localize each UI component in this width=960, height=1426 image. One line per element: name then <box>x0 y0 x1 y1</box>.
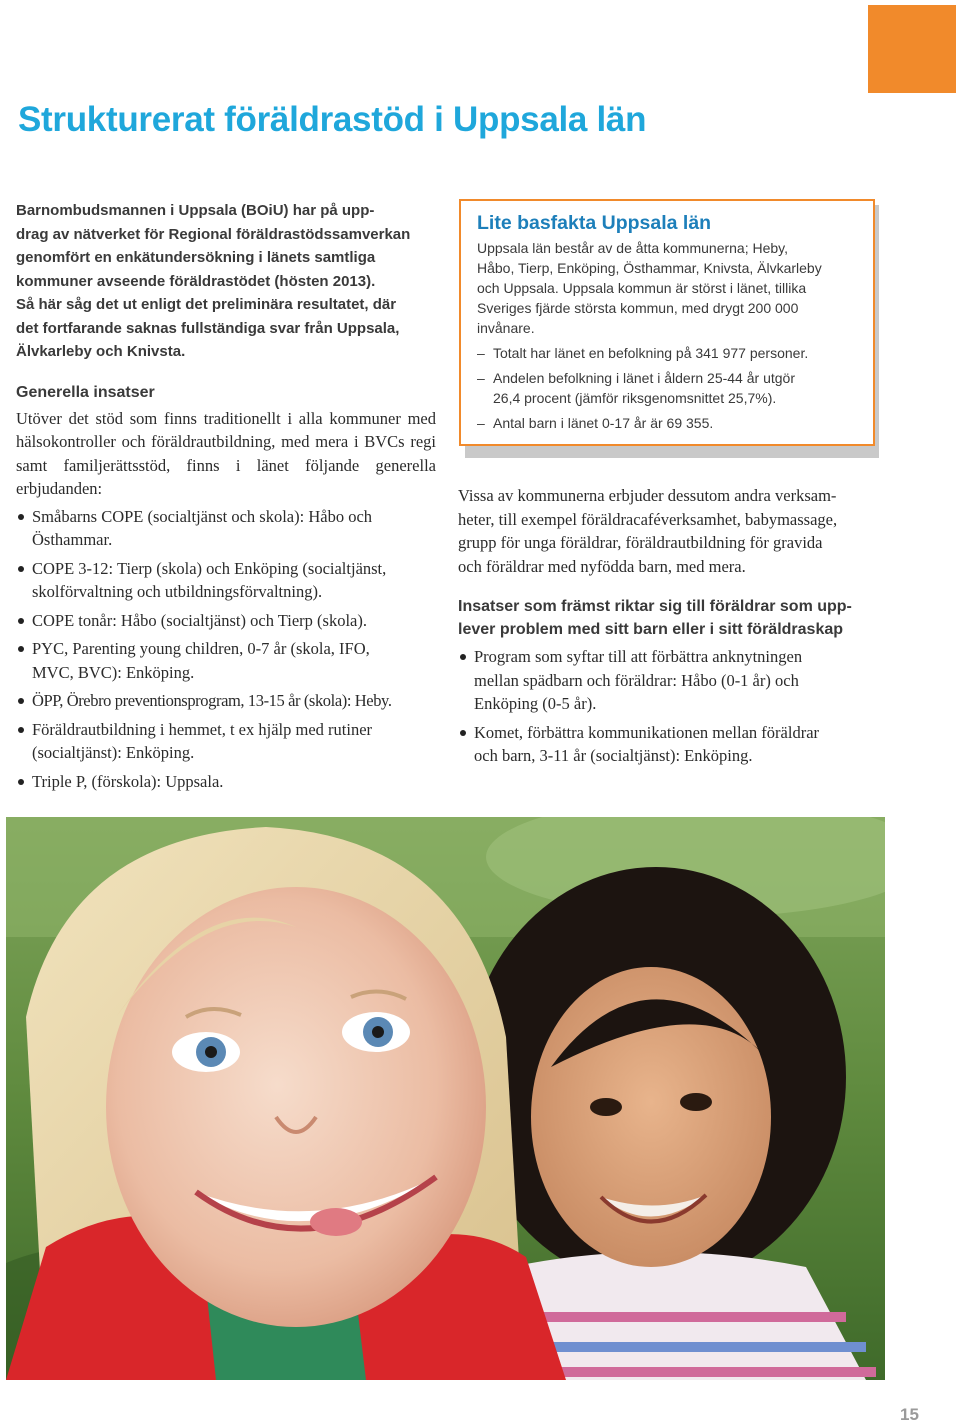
fact-item: – Antal barn i länet 0-17 år är 69 355. <box>477 413 857 433</box>
generella-insatser-list <box>16 505 436 794</box>
fact-box <box>459 199 875 454</box>
intro-line: Barnombudsmannen i Uppsala (BOiU) har på upp- <box>16 202 375 219</box>
intro-line: kommuner avseende föräldrastödet (hösten 2013). <box>16 272 376 290</box>
problem-insatser-list <box>458 645 878 768</box>
right-column <box>458 484 878 773</box>
intro-line: drag av nätverket för Regional föräldrastödssamverkan <box>16 225 411 243</box>
list-item: Program som syftar till att förbättra anknytningen mellan spädbarn och föräldrar: Håbo (0-1 år) och Enköping (0-5 år). <box>458 645 878 716</box>
fact-item: – Totalt har länet en befolkning på 341 977 personer. <box>477 343 857 363</box>
children-photo <box>6 817 885 1380</box>
list-item: COPE tonår: Håbo (socialtjänst) och Tierp (skola). <box>16 609 436 633</box>
intro-line: det fortfarande saknas fullständiga svar från Uppsala, <box>16 319 400 337</box>
intro-paragraph <box>16 199 436 364</box>
children-photo-illustration <box>6 817 885 1380</box>
section-heading: Generella insatser <box>16 383 155 401</box>
fact-box-panel <box>459 199 875 446</box>
list-item: COPE 3-12: Tierp (skola) och Enköping (socialtjänst, skolförvaltning och utbildningsförvaltning). <box>16 557 436 604</box>
list-item: Komet, förbättra kommunikationen mellan föräldrar och barn, 3-11 år (socialtjänst): Enköping. <box>458 721 878 768</box>
right-section-heading: Insatser som främst riktar sig till föräldrar som upp- lever problem med sitt barn eller i sitt föräldraskap <box>458 598 852 638</box>
fact-item: – Andelen befolkning i länet i åldern 25-44 år utgör 26,4 procent (jämför riksgenomsnittet 25,7%). <box>477 368 857 408</box>
corner-accent-block <box>868 5 956 93</box>
page-number: 15 <box>900 1405 919 1424</box>
body-paragraph: Utöver det stöd som finns traditionellt i alla kommuner med hälsokontroller och föräldrautbildning, med mera i BVCs regi samt familjerättsstöd, finns i länet följande generella erbjudanden: <box>16 408 436 498</box>
fact-list <box>477 343 857 433</box>
list-item: ÖPP, Örebro preventionsprogram, 13-15 år (skola): Heby. <box>16 689 436 713</box>
left-column <box>16 199 436 798</box>
list-item: Småbarns COPE (socialtjänst och skola): Håbo och Östhammar. <box>16 505 436 552</box>
page-title: Strukturerat föräldrastöd i Uppsala län <box>18 100 647 139</box>
intro-line: Älvkarleby och Knivsta. <box>16 343 186 360</box>
right-body-paragraph: Vissa av kommunerna erbjuder dessutom andra verksam- heter, till exempel föräldracaféverksamhet, babymassage, grupp för unga föräldrar, föräldrautbildning för gravida och föräldrar med nyfödda barn, med mera. <box>458 486 838 576</box>
list-item: PYC, Parenting young children, 0-7 år (skola, IFO, MVC, BVC): Enköping. <box>16 637 436 684</box>
fact-box-text: Uppsala län består av de åtta kommunerna; Heby, Håbo, Tierp, Enköping, Östhammar, Knivsta, Älvkarleby och Uppsala. Uppsala kommun är störst i länet, tillika Sveriges fjärde största kommun, med drygt 200 000 invånare. <box>477 240 822 336</box>
intro-line: genomfört en enkätundersökning i länets samtliga <box>16 249 376 266</box>
intro-line: Så här såg det ut enligt det preliminära resultatet, där <box>16 296 397 313</box>
list-item: Föräldrautbildning i hemmet, t ex hjälp med rutiner (socialtjänst): Enköping. <box>16 718 436 765</box>
list-item: Triple P, (förskola): Uppsala. <box>16 770 436 794</box>
fact-box-title: Lite basfakta Uppsala län <box>477 212 712 234</box>
